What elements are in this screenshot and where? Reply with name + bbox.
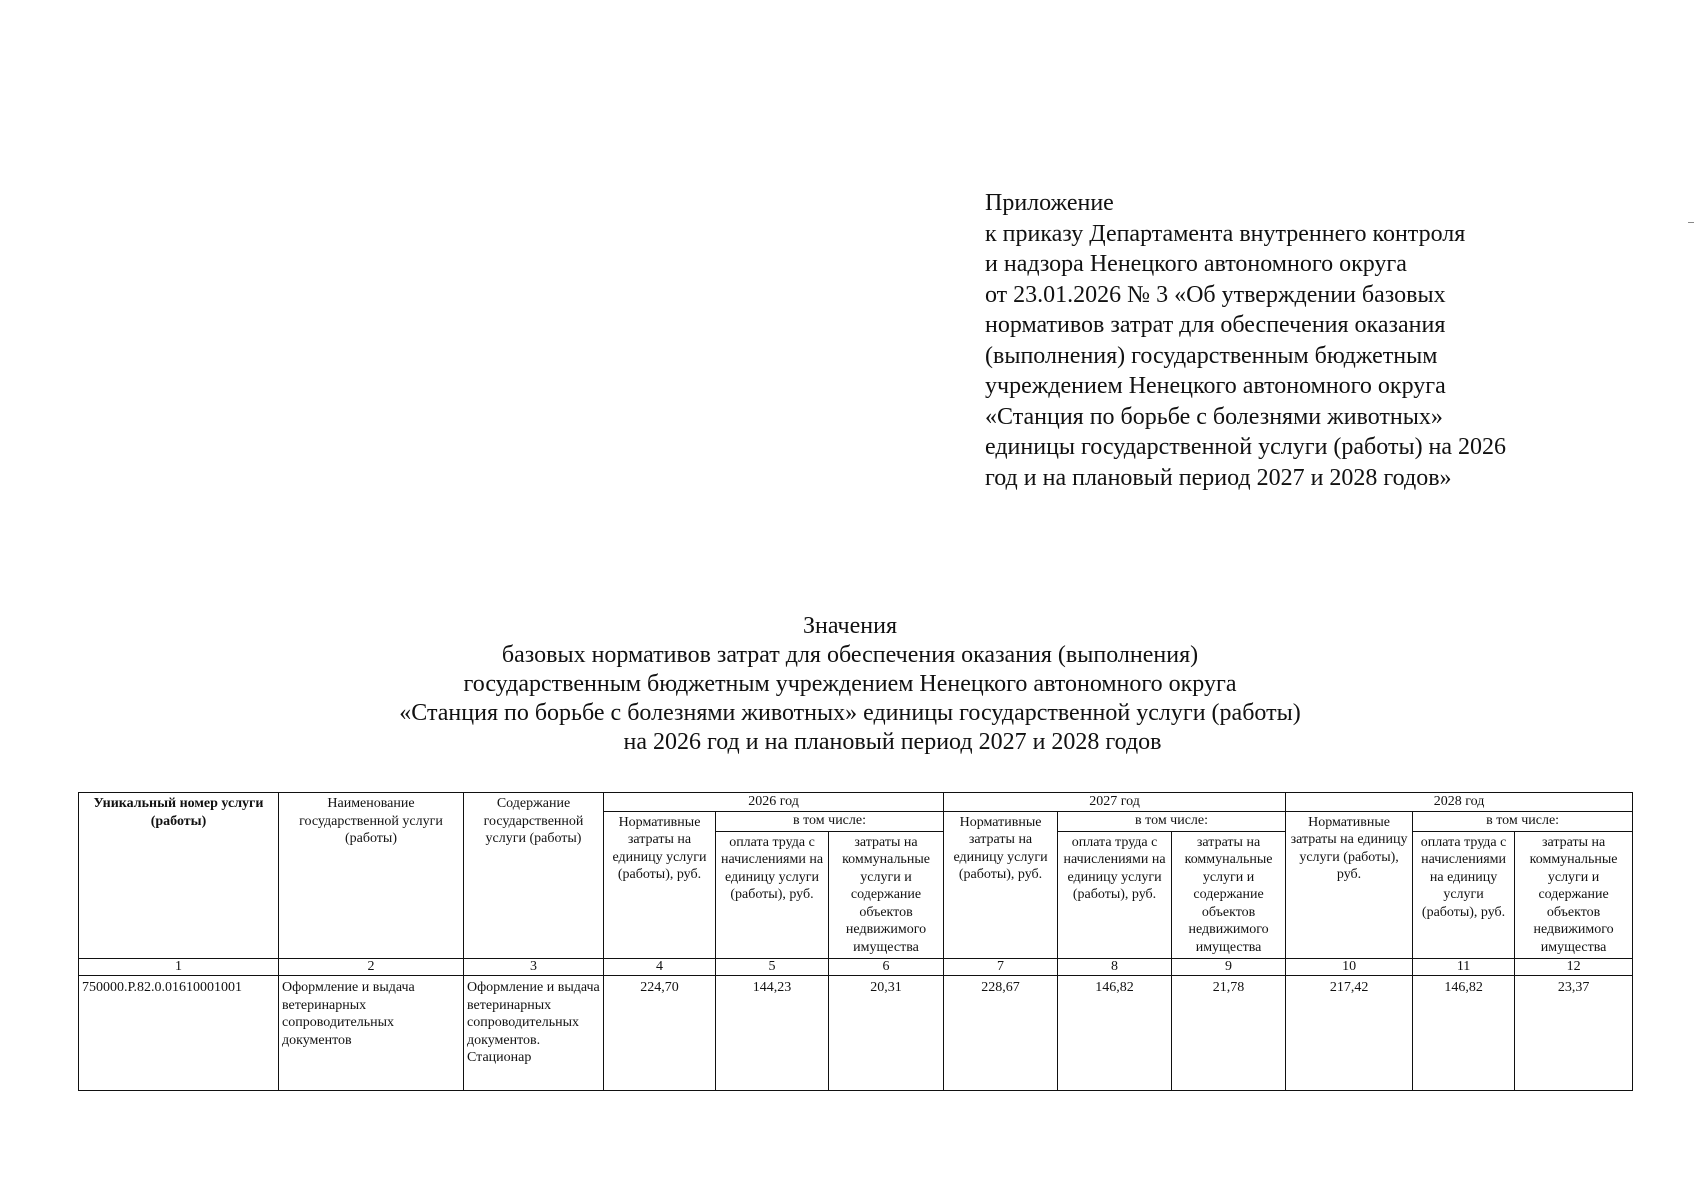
normatives-table xyxy=(78,792,1633,1091)
column-number: 6 xyxy=(829,959,944,976)
scan-edge-mark xyxy=(1688,222,1694,223)
header-normative-2028: Нормативные затраты на единицу услуги (работы), руб. xyxy=(1286,811,1413,959)
title-line: на 2026 год и на плановый период 2027 и 2028 годов xyxy=(623,729,1162,755)
appendix-line: единицы государственной услуги (работы) на 2026 xyxy=(985,434,1507,460)
column-number: 3 xyxy=(464,959,604,976)
header-service-content: Содержание государственной услуги (работы) xyxy=(464,793,604,959)
cell-utilities-2027: 21,78 xyxy=(1172,976,1286,1091)
title-line: базовых нормативов затрат для обеспечения оказания (выполнения) xyxy=(501,642,1199,668)
cell-normative-2027: 228,67 xyxy=(944,976,1058,1091)
title-line: государственным бюджетным учреждением Ненецкого автономного округа xyxy=(463,671,1237,697)
cell-unique-number: 750000.Р.82.0.01610001001 xyxy=(79,976,279,1091)
column-number: 8 xyxy=(1058,959,1172,976)
header-labor-2028: оплата труда с начислениями на единицу услуги (работы), руб. xyxy=(1413,831,1515,959)
column-number: 11 xyxy=(1413,959,1515,976)
document-title xyxy=(300,612,1400,757)
cell-utilities-2026: 20,31 xyxy=(829,976,944,1091)
appendix-line: учреждением Ненецкого автономного округа xyxy=(985,373,1446,399)
header-row-years xyxy=(79,793,1633,812)
column-number: 10 xyxy=(1286,959,1413,976)
header-utilities-2028: затраты на коммунальные услуги и содержание объектов недвижимого имущества xyxy=(1515,831,1633,959)
column-number: 2 xyxy=(279,959,464,976)
column-number: 1 xyxy=(79,959,279,976)
header-including-2026: в том числе: xyxy=(716,811,944,831)
header-year-2028: 2028 год xyxy=(1286,793,1633,812)
column-number: 9 xyxy=(1172,959,1286,976)
header-normative-2026: Нормативные затраты на единицу услуги (работы), руб. xyxy=(604,811,716,959)
header-normative-2027: Нормативные затраты на единицу услуги (работы), руб. xyxy=(944,811,1058,959)
appendix-line: и надзора Ненецкого автономного округа xyxy=(985,251,1407,277)
cell-normative-2026: 224,70 xyxy=(604,976,716,1091)
cell-utilities-2028: 23,37 xyxy=(1515,976,1633,1091)
appendix-line: к приказу Департамента внутреннего контроля xyxy=(985,220,1466,247)
header-including-2027: в том числе: xyxy=(1058,811,1286,831)
title-line: Значения xyxy=(802,613,897,639)
column-number: 4 xyxy=(604,959,716,976)
appendix-line: нормативов затрат для обеспечения оказания xyxy=(985,312,1446,338)
cell-labor-2027: 146,82 xyxy=(1058,976,1172,1091)
header-including-2028: в том числе: xyxy=(1413,811,1633,831)
header-year-2027: 2027 год xyxy=(944,793,1286,812)
title-line: «Станция по борьбе с болезнями животных» единицы государственной услуги (работы) xyxy=(399,700,1301,726)
cell-service-content: Оформление и выдача ветеринарных сопроводительных документов. Стационар xyxy=(464,976,604,1091)
column-number: 7 xyxy=(944,959,1058,976)
cell-normative-2028: 217,42 xyxy=(1286,976,1413,1091)
table-row xyxy=(79,976,1633,1091)
appendix-line: «Станция по борьбе с болезнями животных» xyxy=(985,403,1443,430)
column-number: 5 xyxy=(716,959,829,976)
header-year-2026: 2026 год xyxy=(604,793,944,812)
appendix-line: год и на плановый период 2027 и 2028 годов» xyxy=(985,464,1452,491)
header-utilities-2027: затраты на коммунальные услуги и содержание объектов недвижимого имущества xyxy=(1172,831,1286,959)
appendix-line: (выполнения) государственным бюджетным xyxy=(985,342,1438,369)
cell-labor-2026: 144,23 xyxy=(716,976,829,1091)
header-utilities-2026: затраты на коммунальные услуги и содержание объектов недвижимого имущества xyxy=(829,831,944,959)
column-number: 12 xyxy=(1515,959,1633,976)
column-number-row xyxy=(79,959,1633,976)
cell-labor-2028: 146,82 xyxy=(1413,976,1515,1091)
appendix-line: Приложение xyxy=(985,190,1114,216)
header-labor-2027: оплата труда с начислениями на единицу услуги (работы), руб. xyxy=(1058,831,1172,959)
appendix-block xyxy=(985,188,1625,493)
header-labor-2026: оплата труда с начислениями на единицу услуги (работы), руб. xyxy=(716,831,829,959)
header-service-name: Наименование государственной услуги (работы) xyxy=(279,793,464,959)
cell-service-name: Оформление и выдача ветеринарных сопроводительных документов xyxy=(279,976,464,1091)
header-unique-number: Уникальный номер услуги (работы) xyxy=(79,793,279,959)
appendix-line: от 23.01.2026 № 3 «Об утверждении базовых xyxy=(985,281,1446,308)
